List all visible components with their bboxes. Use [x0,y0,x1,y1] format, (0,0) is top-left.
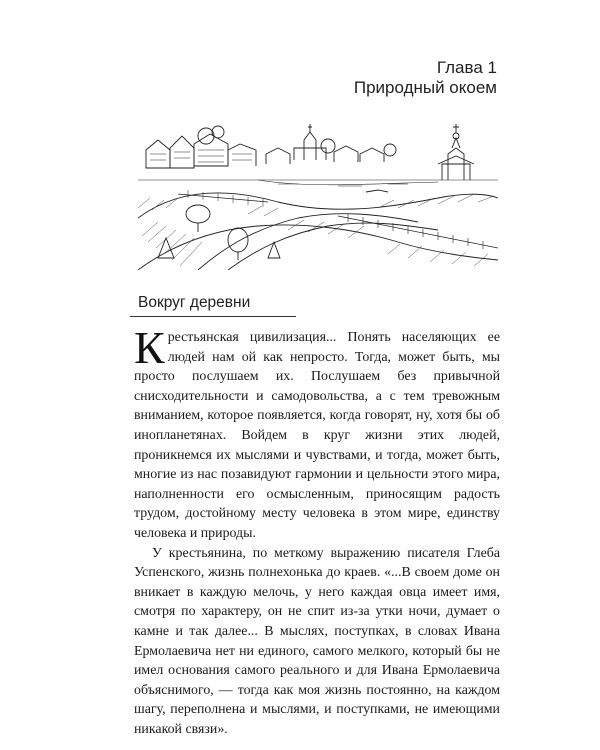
village-landscape-engraving-icon [138,118,498,270]
paragraph-1-text: рестьянская цивилизация... Понять населяющих ее людей нам ой как непросто. Тогда, может быть, мы просто послушаем их. Послушаем без привычной снисходительности и самодовольства, а с тем тревожным вниманием, которое появляется, когда говорят, ну, хотя бы об инопланетянах. Войдем в круг жизни этих людей, проникнемся их мыслями и чувствами, и тогда, может быть, многие из нас позавидуют гармонии и цельности этого мира, наполненности его осмысленным, приносящим радость трудом, достойному месту человека в этом мире, единству человека и природы. [134,330,500,541]
paragraph-2: У крестьянина, по меткому выражению писателя Глеба Успенского, жизнь полнехонька до краев. «...В своем доме он вникает в каждую мелочь, у него каждая овца имеет имя, смотря по характеру, он не спит из-за утки ночи, думает о камне и так далее... В мыслях, поступках, в словах Ивана Ермолаевича нет ни единого, самого мелкого, который бы не имел основания самого реального и для Ивана Ермолаевича объяснимого, — тогда как моя жизнь постоянно, на каждом шагу, переполнена и мыслями, и поступками, не имеющими никакой связи». [134,545,500,737]
section-underline [130,316,296,317]
middle-church [294,124,326,160]
body-text [134,322,500,739]
section-heading: Вокруг деревни [138,294,251,311]
right-chapel [438,124,474,180]
chapter-title: Природный окоем [353,78,497,97]
paragraph-1 [134,322,500,544]
chapter-heading [354,58,497,98]
left-houses [146,134,256,168]
chapter-label: Глава 1 [436,58,497,77]
drop-cap: К [134,322,165,373]
